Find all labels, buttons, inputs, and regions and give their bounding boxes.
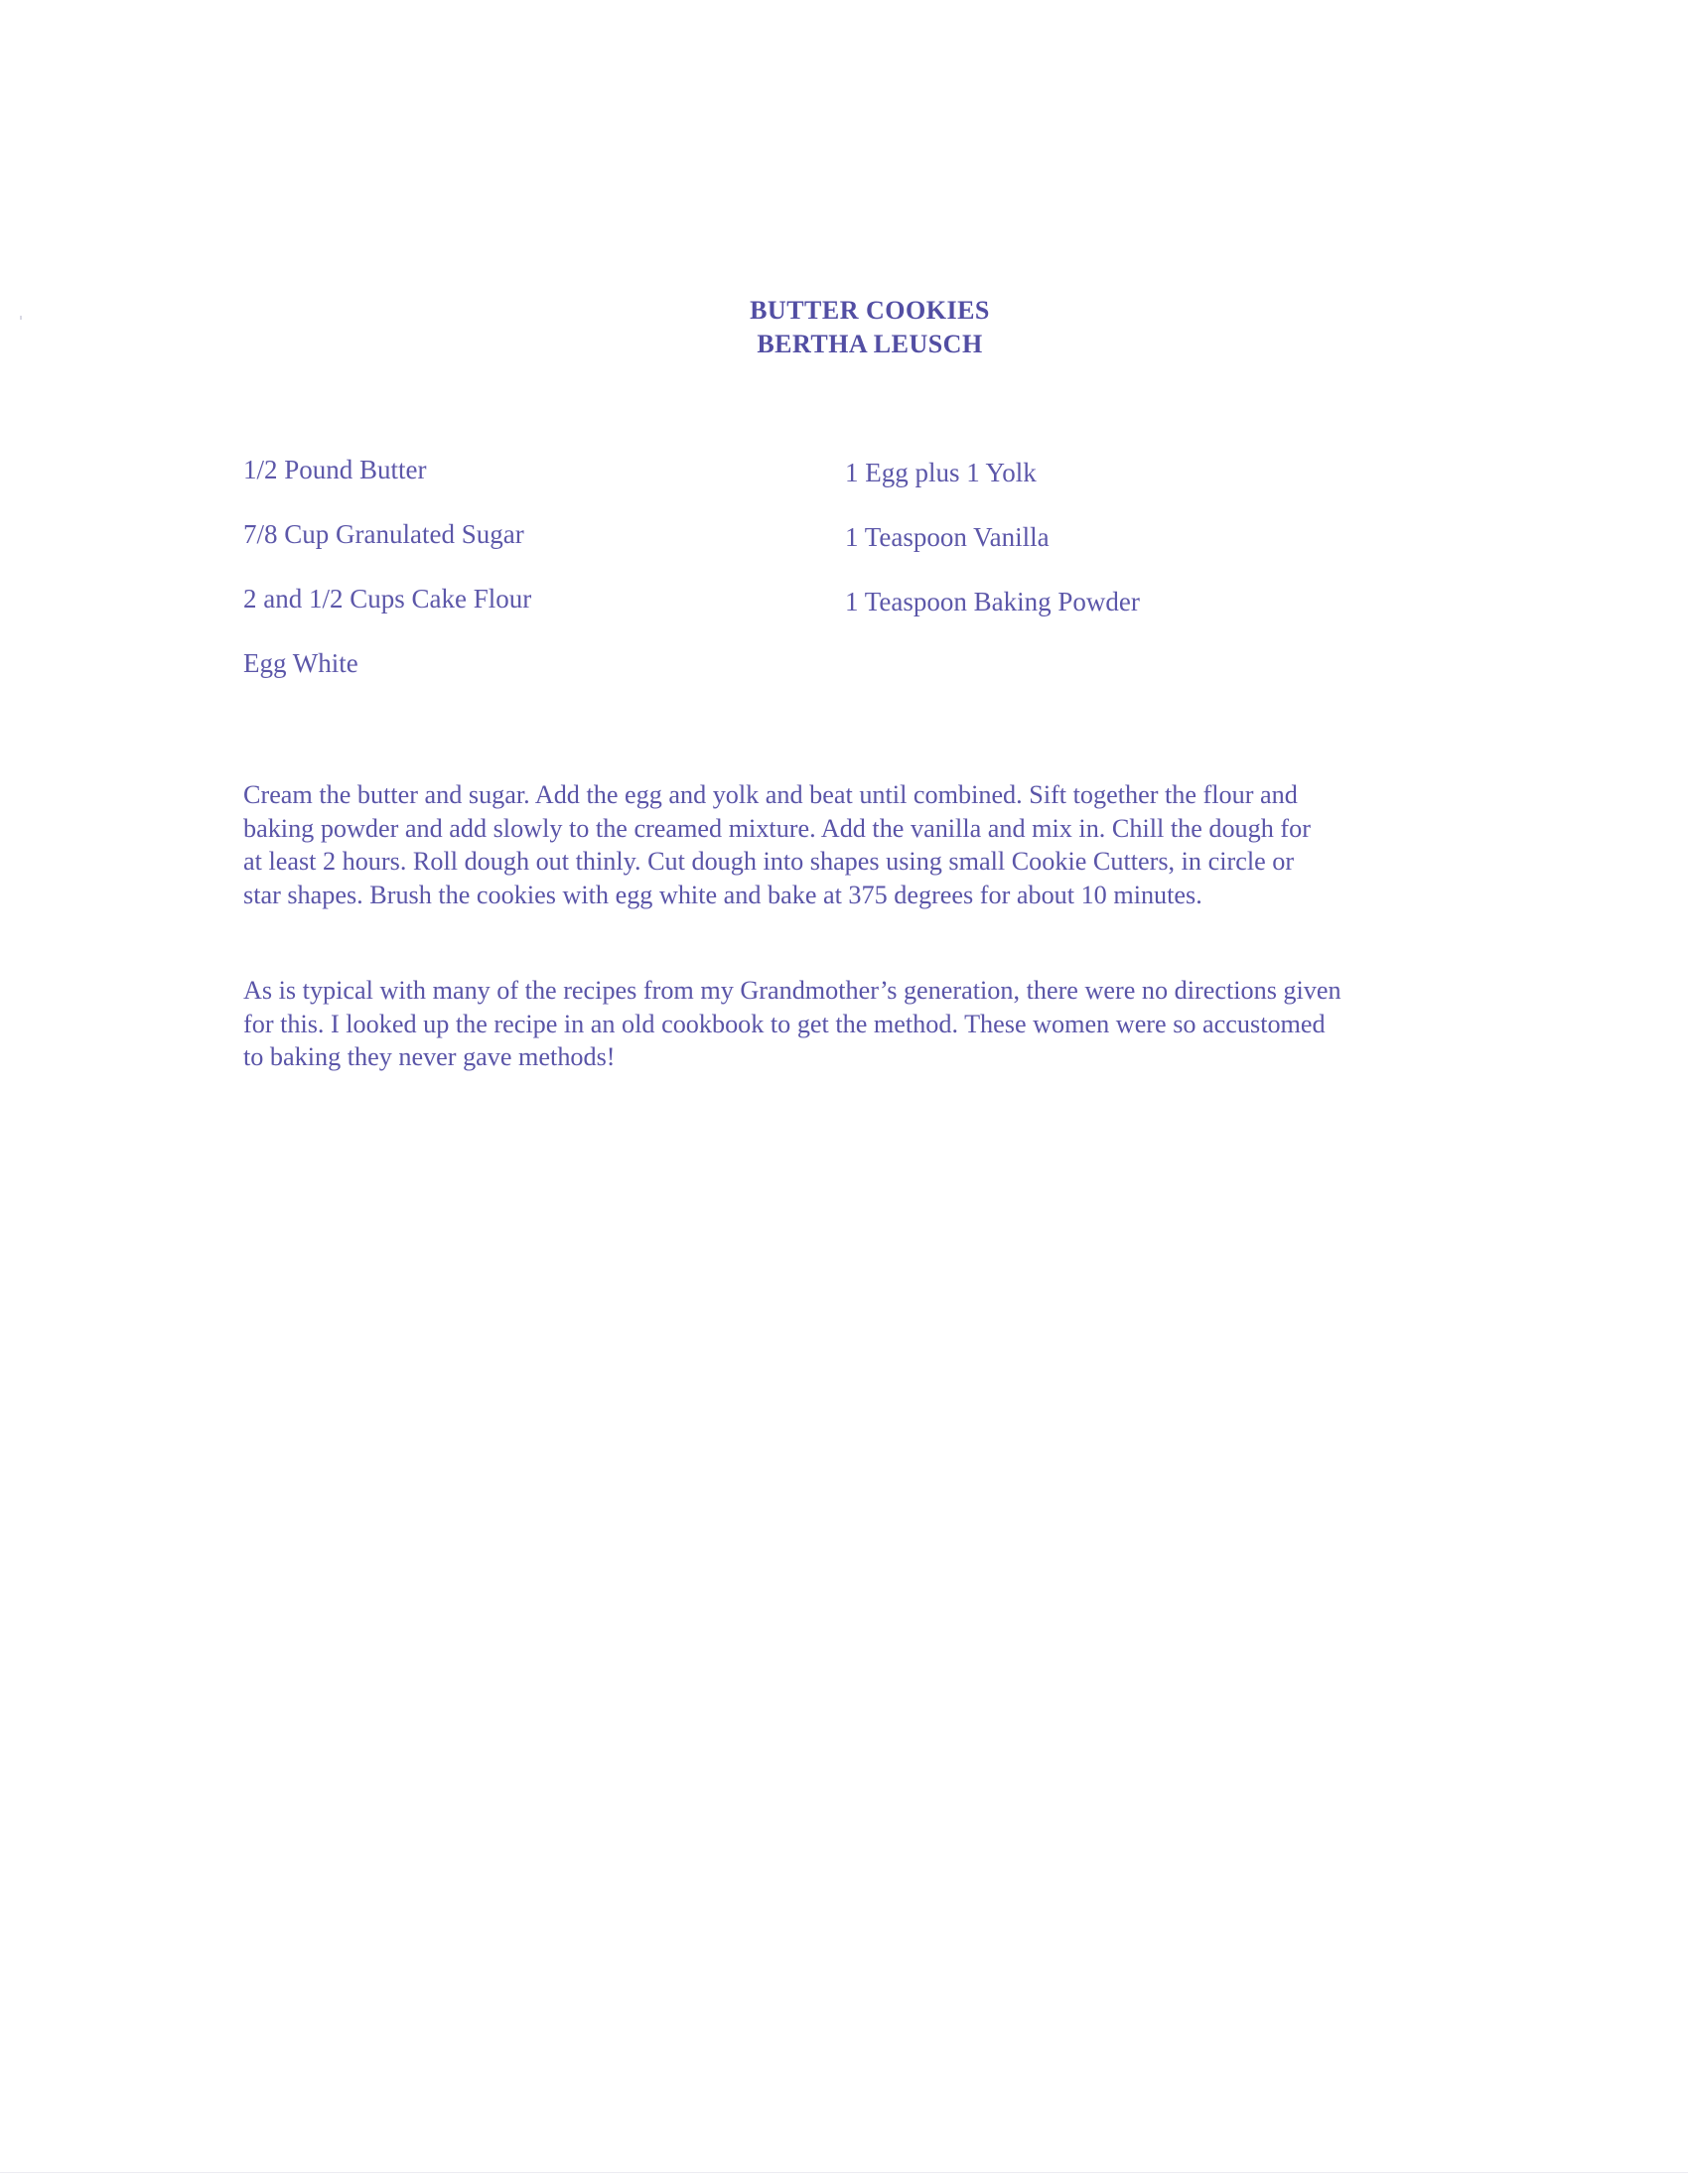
directions-line: at least 2 hours. Roll dough out thinly. Cut dough into shapes using small Cookie Cutters, in circle or: [243, 847, 1295, 876]
recipe-header: [0, 294, 1688, 361]
directions-paragraph: [243, 778, 1455, 911]
ingredient-item: 1 Egg plus 1 Yolk: [845, 458, 1037, 487]
note-line: to baking they never gave methods!: [243, 1042, 616, 1071]
ingredient-item: 2 and 1/2 Cups Cake Flour: [243, 584, 532, 614]
directions-line: baking powder and add slowly to the creamed mixture. Add the vanilla and mix in. Chill the dough for: [243, 813, 1311, 843]
directions-line: star shapes. Brush the cookies with egg white and bake at 375 degrees for about 10 minutes.: [243, 880, 1202, 909]
ingredient-item: 1 Teaspoon Baking Powder: [845, 587, 1140, 616]
scan-edge-line: [0, 2172, 1688, 2173]
note-paragraph: [243, 974, 1455, 1074]
note-line: for this. I looked up the recipe in an old cookbook to get the method. These women were so accustomed: [243, 1009, 1326, 1038]
recipe-author: BERTHA LEUSCH: [757, 330, 983, 358]
ingredient-item: 1 Teaspoon Vanilla: [845, 522, 1050, 552]
ingredient-item: 1/2 Pound Butter: [243, 455, 427, 484]
note-line: As is typical with many of the recipes from my Grandmother’s generation, there were no directions given: [243, 976, 1341, 1005]
ingredient-item: 7/8 Cup Granulated Sugar: [243, 519, 524, 549]
directions-line: Cream the butter and sugar. Add the egg and yolk and beat until combined. Sift together the flour and: [243, 780, 1298, 809]
recipe-title: BUTTER COOKIES: [750, 296, 990, 325]
ingredient-item: Egg White: [243, 648, 358, 678]
